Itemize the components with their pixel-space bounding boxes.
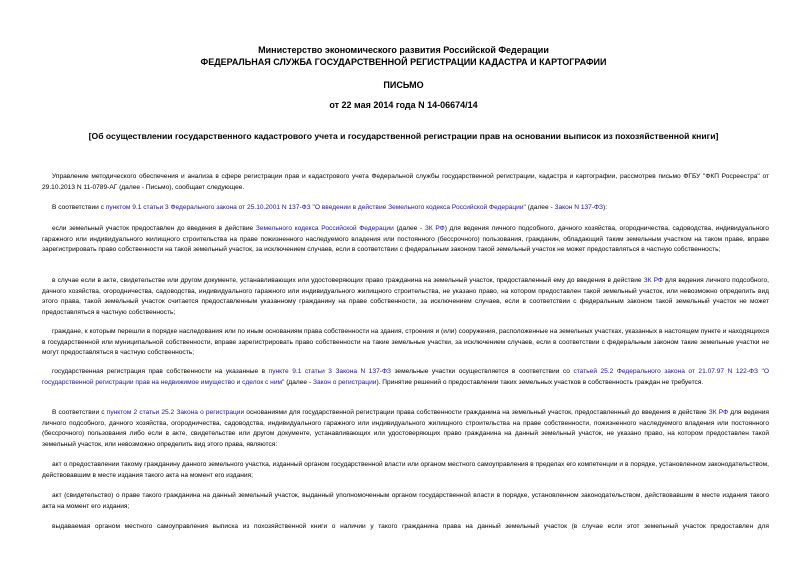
- paragraph-text: (далее -: [284, 378, 313, 386]
- paragraph-text: в случае если в акте, свидетельстве или другом документе, устанавливающих или удостоверяющих право гражданина на земельный участок, предоставленный ему до введения в действие: [52, 277, 644, 284]
- paragraph-grounds: [42, 408, 769, 450]
- paragraph-text: акт (свидетельство) о праве такого гражданина на данный земельный участок, выданный уполномоченным органом государственной власти в порядке, установленном законодательством, действовавшим в месте издания такого акта на момент его издания;: [42, 492, 769, 510]
- document-title: [Об осуществлении государственного кадастрового учета и государственной регистрации прав на основании выписок из похозяйственной книги]: [88, 131, 719, 141]
- paragraph-intro: [42, 172, 769, 193]
- paragraph-text: В соответствии с: [52, 409, 107, 416]
- paragraph-text: для ведения личного подсобного, дачного хозяйства, огородничества, садоводства, индивидуального гаражного или индивидуального жилищного строительства, не указано право, на котором предоставлен такой земельный участок, или невозможно определить вид этого права, такой земельный участок считается предоставленным указанному гражданину на праве собственности, за исключением случаев, если в соответствии с федеральным законом такой земельный участок не может предоставляться в частную собственность;: [42, 277, 769, 316]
- link-registration-law[interactable]: Закон о регистрации: [312, 378, 377, 386]
- paragraph-text: если земельный участок предоставлен до введения в действие: [52, 225, 256, 232]
- paragraph-text: граждане, к которым перешли в порядке наследования или по иным основаниям права собственности на здания, строения и (или) сооружения, расположенные на земельных участках, указанных в настоящем пункте и находящихся в государственной или муниципальной собственности, вправе зарегистрировать право собственности на такие земельные участки, за исключением случаев, если в соответствии с федеральным законом такие земельные участки не могут предоставляться в частную собственность;: [42, 328, 769, 356]
- paragraph-state-registration: [42, 367, 769, 388]
- paragraph-text: акт о предоставлении такому гражданину данного земельного участка, изданный органом государственной власти или органом местного самоуправления в пределах его компетенции и в порядке, установленном законодательством, действовавшим в месте издания такого акта на момент его издания;: [42, 461, 769, 479]
- link-zk-rf[interactable]: ЗК РФ: [424, 225, 445, 232]
- paragraph-basis: [42, 203, 769, 214]
- paragraph-text: основаниями для государственной регистрации права собственности гражданина на земельный участок, предоставленный до введения в действие: [244, 409, 709, 416]
- document-type: ПИСЬМО: [383, 80, 424, 90]
- link-law-137-fz-article-3[interactable]: пункте 9.1 статьи 3 Закона N 137-ФЗ: [268, 368, 391, 375]
- paragraph-text: Управление методического обеспечения и анализа в сфере регистрации прав и кадастрового учета Федеральной службы государственной регистрации, кадастра и картографии, рассмотрев письмо ФГБУ "ФКП Росреестра" от 29.10.2013 N 11-0789-АГ (далее - Письмо), сообщает следующее.: [42, 173, 769, 191]
- paragraph-text: В соответствии с: [52, 204, 106, 211]
- paragraph-text: государственная регистрация прав собственности на указанные в: [52, 368, 269, 375]
- link-land-code[interactable]: Земельного кодекса Российской Федерации: [255, 225, 394, 232]
- paragraph-text: ):: [603, 204, 608, 211]
- link-law-137-fz-article-3[interactable]: пунктом 9.1 статьи 3 Федерального закона от 25.10.2001 N 137-ФЗ "О введении в действие Земельного кодекса Российской Федерации": [105, 204, 526, 211]
- link-zk-rf[interactable]: ЗК РФ: [643, 277, 663, 284]
- document-date-number: от 22 мая 2014 года N 14-06674/14: [329, 100, 478, 110]
- paragraph-text: (далее -: [393, 225, 425, 232]
- paragraph-text: земельные участки осуществляется в соответствии со: [390, 368, 574, 375]
- paragraph-certificate: [42, 491, 769, 512]
- link-law-122-fz-article-25-2[interactable]: статьей 25.2 Федерального закона от 21.07.97 N 122-ФЗ "О государственной регистрации прав на недвижимое имущество и сделок с ним": [42, 368, 769, 386]
- service-name: ФЕДЕРАЛЬНАЯ СЛУЖБА ГОСУДАРСТВЕННОЙ РЕГИСТРАЦИИ КАДАСТРА И КАРТОГРАФИИ: [200, 57, 607, 67]
- paragraph-text: (далее -: [525, 204, 555, 211]
- ministry-name: Министерство экономического развития Российской Федерации: [258, 45, 549, 55]
- paragraph-household-book-extract: [42, 522, 769, 543]
- paragraph-unspecified-right: [42, 276, 769, 318]
- paragraph-text: ). Принятие решений о предоставлении таких земельных участков в собственность граждан не требуется.: [376, 378, 704, 386]
- link-zk-rf[interactable]: ЗК РФ: [708, 409, 729, 416]
- paragraph-inheritance: [42, 327, 769, 359]
- paragraph-land-right-registration: [42, 224, 769, 256]
- link-registration-law-article-25-2[interactable]: пунктом 2 статьи 25.2 Закона о регистрации: [106, 409, 245, 416]
- paragraph-text: ) для ведения личного подсобного, дачного хозяйства, огородничества, садоводства, индивидуального гаражного или индивидуального жилищного строительства на праве пожизненного наследуемого владения или постоянного (бессрочного) пользования, гражданин, обладающий таким земельным участком на таком праве, вправе зарегистрировать право собственности на такой земельный участок, за исключением случаев, если в соответствии с федеральным законом такой земельный участок не может предоставляться в частную собственность;: [42, 225, 769, 253]
- paragraph-text: выдаваемая органом местного самоуправления выписка из похозяйственной книги о наличии у такого гражданина права на данный земельный участок (в случае если этот земельный участок предоставлен для: [52, 523, 769, 530]
- paragraph-text: для ведения личного подсобного, дачного хозяйства, огородничества, садоводства, индивидуального гаражного или индивидуального жилищного строительства на праве собственности, пожизненного наследуемого владения или постоянного (бессрочного) пользования либо если в акте, свидетельстве или другом документе, устанавливающих или удостоверяющих право гражданина на данный земельный участок, не указано право, на котором предоставлен такой земельный участок, или невозможно определить вид этого права, являются:: [42, 409, 770, 448]
- paragraph-grant-act: [42, 460, 769, 481]
- link-law-137-fz[interactable]: Закон N 137-ФЗ: [554, 204, 604, 211]
